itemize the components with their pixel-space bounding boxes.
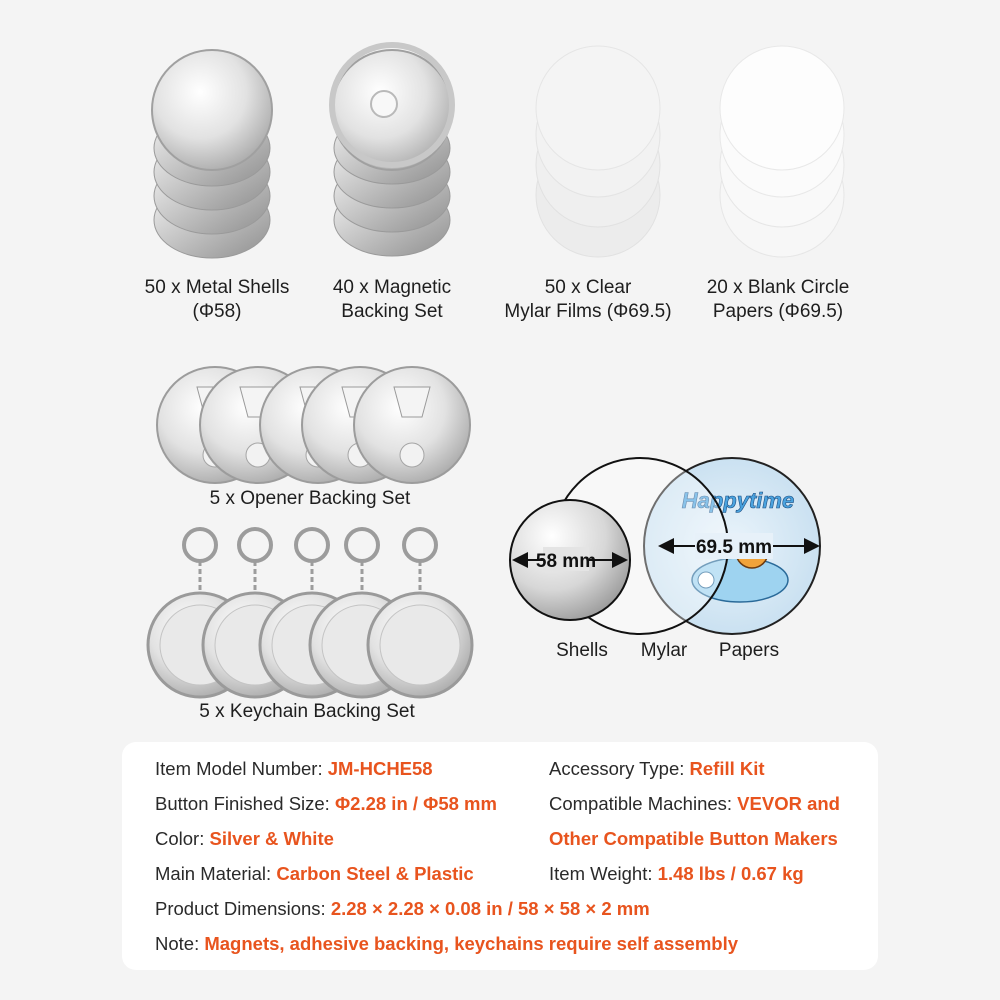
magnetic-backing-stack [332, 45, 452, 256]
spec-note: Note: Magnets, adhesive backing, keychains require self assembly [155, 933, 739, 954]
label-keychain-backing: 5 x Keychain Backing Set [199, 701, 415, 722]
spec-compatible-cont: Other Compatible Button Makers [549, 828, 838, 849]
spec-size: Button Finished Size: Φ2.28 in / Φ58 mm [155, 793, 497, 814]
size-comparison-diagram [510, 458, 820, 661]
spec-material: Main Material: Carbon Steel & Plastic [155, 863, 474, 884]
spec-panel [122, 742, 878, 970]
diagram-label-shells: Shells [556, 640, 608, 661]
label-opener-backing: 5 x Opener Backing Set [209, 488, 411, 509]
spec-model: Item Model Number: JM-HCHE58 [155, 758, 433, 779]
label-metal-shells: 50 x Metal Shells (Φ58) [144, 277, 290, 322]
mylar-films-stack [536, 46, 660, 257]
shell-size-label: 58 mm [535, 551, 597, 572]
metal-shells-stack [152, 50, 272, 258]
spec-weight: Item Weight: 1.48 lbs / 0.67 kg [549, 863, 804, 884]
label-mylar-films: 50 x Clear Mylar Films (Φ69.5) [504, 277, 672, 322]
spec-compatible: Compatible Machines: VEVOR and [549, 793, 840, 814]
spec-dimensions: Product Dimensions: 2.28 × 2.28 × 0.08 in / 58 × 58 × 2 mm [155, 898, 650, 919]
diagram-label-papers: Papers [718, 640, 780, 661]
diagram-label-mylar: Mylar [640, 640, 688, 661]
label-circle-papers: 20 x Blank Circle Papers (Φ69.5) [706, 277, 850, 322]
circle-papers-stack [720, 46, 844, 257]
paper-size-label: 69.5 mm [695, 537, 773, 558]
spec-accessory: Accessory Type: Refill Kit [549, 758, 765, 779]
keychain-backing-row [148, 529, 472, 697]
label-magnetic-backing: 40 x Magnetic Backing Set [332, 277, 452, 322]
opener-backing-row [157, 367, 470, 483]
spec-color: Color: Silver & White [155, 828, 334, 849]
logo-text: Happytime [681, 488, 795, 513]
